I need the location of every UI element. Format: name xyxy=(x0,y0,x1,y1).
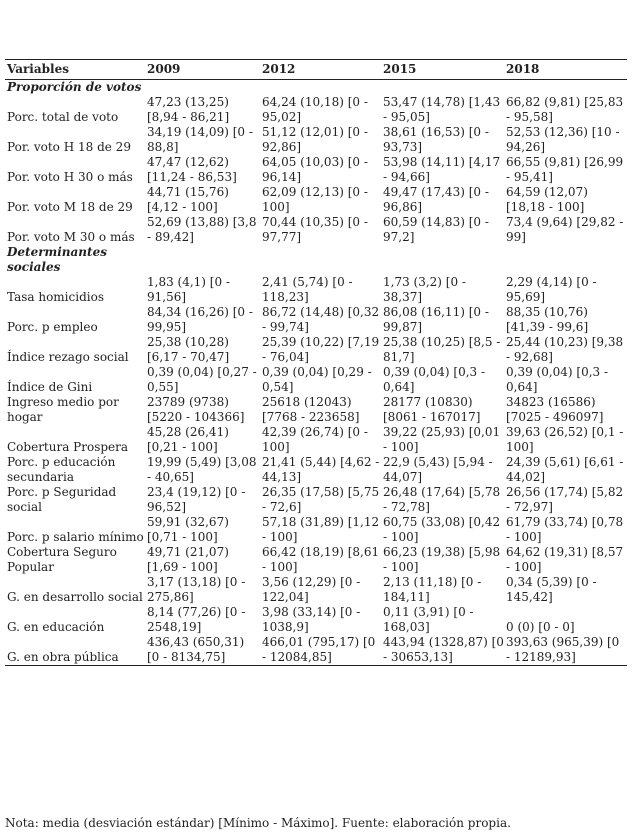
value-cell-2018: 52,53 (12,36) [10 - 94,26] xyxy=(506,125,620,154)
value-cell-2015: 66,23 (19,38) [5,98 - 100] xyxy=(383,545,501,574)
table-row xyxy=(5,155,627,185)
value-cell-2012: 3,56 (12,29) [0 - 122,04] xyxy=(262,575,361,604)
table-row xyxy=(5,515,627,545)
value-cell-2012: 62,09 (12,13) [0 - 100] xyxy=(262,185,368,214)
table-note: Nota: media (desviación estándar) [Mínimo - Máximo]. Fuente: elaboración propia. xyxy=(5,816,511,830)
value-cell-2018: 0,39 (0,04) [0,3 - 0,64] xyxy=(506,365,609,394)
value-cell-2012: 0,39 (0,04) [0,29 - 0,54] xyxy=(262,365,372,394)
row-label: G. en obra pública xyxy=(7,650,119,664)
value-cell-2015: 53,47 (14,78) [1,43 - 95,05] xyxy=(383,95,501,124)
value-cell-2009: 436,43 (650,31) [0 - 8134,75] xyxy=(147,635,245,664)
section-title: Determinantes sociales xyxy=(7,245,107,274)
value-cell-2012: 466,01 (795,17) [0 - 12084,85] xyxy=(262,635,376,664)
header-2009: 2009 xyxy=(145,60,260,80)
value-cell-2012: 25,39 (10,22) [7,19 - 76,04] xyxy=(262,335,380,364)
value-cell-2012: 64,24 (10,18) [0 - 95,02] xyxy=(262,95,368,124)
row-label: Por. voto M 18 de 29 xyxy=(7,200,133,214)
empty-cell xyxy=(504,80,627,96)
empty-cell xyxy=(145,80,260,96)
header-variables: Variables xyxy=(5,60,145,80)
row-label: G. en educación xyxy=(7,620,105,634)
value-cell-2018: 88,35 (10,76) [41,39 - 99,6] xyxy=(506,305,589,334)
value-cell-2015: 28177 (10830) [8061 - 167017] xyxy=(383,395,481,424)
row-label: Porc. p educación secundaria xyxy=(7,455,116,484)
table-body xyxy=(5,80,627,666)
value-cell-2012: 86,72 (14,48) [0,32 - 99,74] xyxy=(262,305,380,334)
value-cell-2018: 0,34 (5,39) [0 - 145,42] xyxy=(506,575,597,604)
empty-cell xyxy=(260,80,381,96)
value-cell-2012: 3,98 (33,14) [0 - 1038,9] xyxy=(262,605,361,634)
table-row xyxy=(5,425,627,455)
header-2015: 2015 xyxy=(381,60,504,80)
value-cell-2015: 1,73 (3,2) [0 - 38,37] xyxy=(383,275,466,304)
value-cell-2015: 60,75 (33,08) [0,42 - 100] xyxy=(383,515,501,544)
value-cell-2015: 38,61 (16,53) [0 - 93,73] xyxy=(383,125,489,154)
value-cell-2009: 45,28 (26,41) [0,21 - 100] xyxy=(147,425,229,454)
table-row xyxy=(5,305,627,335)
table-row xyxy=(5,575,627,605)
value-cell-2012: 57,18 (31,89) [1,12 - 100] xyxy=(262,515,380,544)
value-cell-2015: 25,38 (10,25) [8,5 - 81,7] xyxy=(383,335,501,364)
value-cell-2018: 24,39 (5,61) [6,61 - 44,02] xyxy=(506,455,624,484)
section-title: Proporción de votos xyxy=(7,80,142,94)
row-label: Porc. p empleo xyxy=(7,320,98,334)
value-cell-2018: 2,29 (4,14) [0 - 95,69] xyxy=(506,275,597,304)
row-label: Por. voto H 30 o más xyxy=(7,170,133,184)
value-cell-2012: 51,12 (12,01) [0 - 92,86] xyxy=(262,125,368,154)
table-row xyxy=(5,185,627,215)
value-cell-2018: 39,63 (26,52) [0,1 - 100] xyxy=(506,425,624,454)
value-cell-2009: 52,69 (13,88) [3,8 - 89,42] xyxy=(147,215,257,244)
statistics-table xyxy=(5,59,627,666)
value-cell-2009: 3,17 (13,18) [0 - 275,86] xyxy=(147,575,246,604)
value-cell-2009: 47,23 (13,25) [8,94 - 86,21] xyxy=(147,95,230,124)
empty-cell xyxy=(381,245,504,275)
value-cell-2018: 66,55 (9,81) [26,99 - 95,41] xyxy=(506,155,624,184)
value-cell-2015: 22,9 (5,43) [5,94 - 44,07] xyxy=(383,455,493,484)
value-cell-2012: 64,05 (10,03) [0 - 96,14] xyxy=(262,155,368,184)
value-cell-2018: 61,79 (33,74) [0,78 - 100] xyxy=(506,515,624,544)
section-row xyxy=(5,80,627,96)
value-cell-2015: 53,98 (14,11) [4,17 - 94,66] xyxy=(383,155,501,184)
value-cell-2018: 64,59 (12,07) [18,18 - 100] xyxy=(506,185,588,214)
value-cell-2009: 1,83 (4,1) [0 - 91,56] xyxy=(147,275,230,304)
value-cell-2009: 23,4 (19,12) [0 - 96,52] xyxy=(147,485,246,514)
value-cell-2018: 73,4 (9,64) [29,82 - 99] xyxy=(506,215,624,244)
value-cell-2018: 64,62 (19,31) [8,57 - 100] xyxy=(506,545,624,574)
value-cell-2015: 60,59 (14,83) [0 - 97,2] xyxy=(383,215,489,244)
value-cell-2012: 66,42 (18,19) [8,61 - 100] xyxy=(262,545,380,574)
value-cell-2009: 25,38 (10,28) [6,17 - 70,47] xyxy=(147,335,230,364)
table-row xyxy=(5,605,627,635)
table-row xyxy=(5,125,627,155)
header-2012: 2012 xyxy=(260,60,381,80)
value-cell-2009: 0,39 (0,04) [0,27 - 0,55] xyxy=(147,365,257,394)
value-cell-2015: 86,08 (16,11) [0 - 99,87] xyxy=(383,305,489,334)
value-cell-2009: 84,34 (16,26) [0 - 99,95] xyxy=(147,305,253,334)
value-cell-2015: 49,47 (17,43) [0 - 96,86] xyxy=(383,185,489,214)
row-label: Porc. p salario mínimo xyxy=(7,530,144,544)
value-cell-2012: 2,41 (5,74) [0 - 118,23] xyxy=(262,275,353,304)
row-label: Porc. p Seguridad social xyxy=(7,485,117,514)
value-cell-2012: 42,39 (26,74) [0 - 100] xyxy=(262,425,368,454)
value-cell-2009: 34,19 (14,09) [0 - 88,8] xyxy=(147,125,253,154)
value-cell-2015: 0,11 (3,91) [0 - 168,03] xyxy=(383,605,474,634)
table-row xyxy=(5,365,627,395)
empty-cell xyxy=(145,245,260,275)
table-row xyxy=(5,335,627,365)
row-label: G. en desarrollo social xyxy=(7,590,143,604)
value-cell-2018: 34823 (16586) [7025 - 496097] xyxy=(506,395,604,424)
table-row xyxy=(5,485,627,515)
row-label: Índice de Gini xyxy=(7,380,93,394)
table-row xyxy=(5,395,627,425)
value-cell-2009: 23789 (9738) [5220 - 104366] xyxy=(147,395,245,424)
value-cell-2009: 8,14 (77,26) [0 - 2548,19] xyxy=(147,605,246,634)
table-row xyxy=(5,95,627,125)
table-row xyxy=(5,455,627,485)
value-cell-2009: 47,47 (12,62) [11,24 - 86,53] xyxy=(147,155,237,184)
value-cell-2015: 2,13 (11,18) [0 - 184,11] xyxy=(383,575,482,604)
empty-cell xyxy=(504,245,627,275)
value-cell-2018: 66,82 (9,81) [25,83 - 95,58] xyxy=(506,95,624,124)
value-cell-2015: 26,48 (17,64) [5,78 - 72,78] xyxy=(383,485,501,514)
row-label: Por. voto M 30 o más xyxy=(7,230,135,244)
value-cell-2018: 25,44 (10,23) [9,38 - 92,68] xyxy=(506,335,624,364)
value-cell-2012: 21,41 (5,44) [4,62 - 44,13] xyxy=(262,455,380,484)
value-cell-2015: 443,94 (1328,87) [0 - 30653,13] xyxy=(383,635,504,664)
value-cell-2015: 0,39 (0,04) [0,3 - 0,64] xyxy=(383,365,486,394)
value-cell-2012: 70,44 (10,35) [0 - 97,77] xyxy=(262,215,368,244)
row-label: Por. voto H 18 de 29 xyxy=(7,140,131,154)
row-label: Cobertura Seguro Popular xyxy=(7,545,117,574)
value-cell-2018: 0 (0) [0 - 0] xyxy=(506,620,575,634)
table-row xyxy=(5,215,627,245)
table-row xyxy=(5,635,627,666)
table-header xyxy=(5,60,627,80)
row-label: Ingreso medio por hogar xyxy=(7,395,119,424)
value-cell-2009: 44,71 (15,76) [4,12 - 100] xyxy=(147,185,229,214)
empty-cell xyxy=(381,80,504,96)
row-label: Tasa homicidios xyxy=(7,290,104,304)
table-row xyxy=(5,545,627,575)
section-row xyxy=(5,245,627,275)
value-cell-2009: 49,71 (21,07) [1,69 - 100] xyxy=(147,545,229,574)
value-cell-2018: 26,56 (17,74) [5,82 - 72,97] xyxy=(506,485,624,514)
row-label: Porc. total de voto xyxy=(7,110,119,124)
header-row xyxy=(5,60,627,80)
value-cell-2012: 25618 (12043) [7768 - 223658] xyxy=(262,395,360,424)
value-cell-2009: 59,91 (32,67) [0,71 - 100] xyxy=(147,515,229,544)
value-cell-2009: 19,99 (5,49) [3,08 - 40,65] xyxy=(147,455,257,484)
row-label: Cobertura Prospera xyxy=(7,440,129,454)
value-cell-2015: 39,22 (25,93) [0,01 - 100] xyxy=(383,425,501,454)
row-label: Índice rezago social xyxy=(7,350,129,364)
empty-cell xyxy=(260,245,381,275)
table-row xyxy=(5,275,627,305)
header-2018: 2018 xyxy=(504,60,627,80)
value-cell-2012: 26,35 (17,58) [5,75 - 72,6] xyxy=(262,485,380,514)
value-cell-2018: 393,63 (965,39) [0 - 12189,93] xyxy=(506,635,620,664)
